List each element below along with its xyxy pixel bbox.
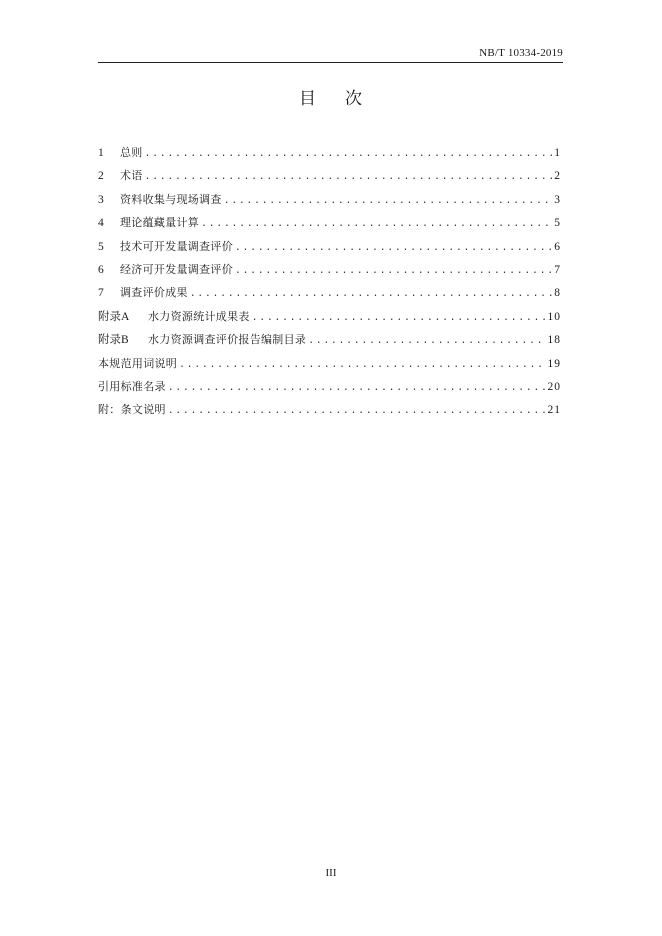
toc-entry-label: 技术可开发量调查评价 <box>120 239 233 253</box>
toc-entry-page: 5 <box>554 217 561 230</box>
toc-entry-references[interactable] <box>98 378 561 401</box>
toc-entry-page: 8 <box>554 287 561 300</box>
toc-entry-appendix-b[interactable] <box>98 331 561 354</box>
page-number: III <box>325 867 337 879</box>
toc-leader-dots <box>308 335 545 346</box>
title-part-1: 目 <box>299 89 317 109</box>
title-part-2: 次 <box>345 89 363 109</box>
toc-entry-page: 7 <box>554 263 561 276</box>
toc-leader-dots <box>235 265 552 276</box>
toc-leader-dots <box>145 171 553 182</box>
toc-entry-3[interactable] <box>98 191 561 214</box>
toc-entry-page: 2 <box>554 170 561 183</box>
toc-entry-number: 3 <box>98 193 104 206</box>
page-title <box>0 84 662 109</box>
toc-entry-2[interactable] <box>98 167 561 190</box>
toc-entry-label: 引用标准名录 <box>98 379 166 393</box>
toc-leader-dots <box>168 382 546 393</box>
toc-entry-number: 1 <box>98 147 104 159</box>
toc-entry-label: 理论蕴藏量计算 <box>120 216 200 230</box>
toc-leader-dots <box>201 218 552 229</box>
toc-entry-1[interactable] <box>98 144 561 167</box>
toc-entry-label: 本规范用词说明 <box>98 356 178 370</box>
toc-entry-number: 6 <box>98 263 104 276</box>
toc-entry-number: 7 <box>98 287 104 300</box>
toc-entry-6[interactable] <box>98 261 561 284</box>
toc-entry-4[interactable] <box>98 214 561 237</box>
toc-leader-dots <box>224 195 553 206</box>
toc-leader-dots <box>252 312 546 323</box>
header-rule <box>98 62 563 63</box>
toc-entry-page: 6 <box>554 240 561 253</box>
toc-entry-wording[interactable] <box>98 355 561 378</box>
toc-entry-number: 附录A <box>98 310 130 323</box>
table-of-contents <box>98 144 561 425</box>
toc-entry-label: 调查评价成果 <box>120 286 188 300</box>
toc-entry-5[interactable] <box>98 238 561 261</box>
toc-entry-number: 附录B <box>98 334 129 347</box>
toc-leader-dots <box>179 359 545 370</box>
toc-entry-label: 水力资源统计成果表 <box>148 309 250 323</box>
toc-entry-page: 10 <box>547 310 561 323</box>
toc-leader-dots <box>190 288 552 299</box>
toc-entry-page: 1 <box>554 147 561 159</box>
toc-entry-label: 经济可开发量调查评价 <box>120 262 233 276</box>
toc-entry-number: 2 <box>98 170 104 183</box>
toc-entry-page: 19 <box>547 357 561 370</box>
toc-entry-label: 水力资源调查评价报告编制目录 <box>148 333 307 347</box>
standard-code: NB/T 10334-2019 <box>479 47 563 59</box>
toc-entry-label: 总则 <box>120 146 143 159</box>
toc-leader-dots <box>168 405 546 416</box>
toc-entry-number: 5 <box>98 240 104 253</box>
toc-entry-explanation[interactable] <box>98 401 561 424</box>
toc-entry-page: 3 <box>554 193 561 206</box>
toc-leader-dots <box>235 242 552 253</box>
toc-entry-label: 术语 <box>120 169 143 183</box>
toc-entry-label: 附：条文说明 <box>98 403 166 417</box>
toc-leader-dots <box>145 148 553 159</box>
toc-entry-page: 20 <box>547 380 561 393</box>
toc-entry-appendix-a[interactable] <box>98 308 561 331</box>
toc-entry-page: 21 <box>547 404 561 417</box>
toc-entry-label: 资料收集与现场调查 <box>120 192 222 206</box>
toc-entry-7[interactable] <box>98 284 561 307</box>
toc-entry-page: 18 <box>547 334 561 347</box>
toc-entry-number: 4 <box>98 217 104 230</box>
